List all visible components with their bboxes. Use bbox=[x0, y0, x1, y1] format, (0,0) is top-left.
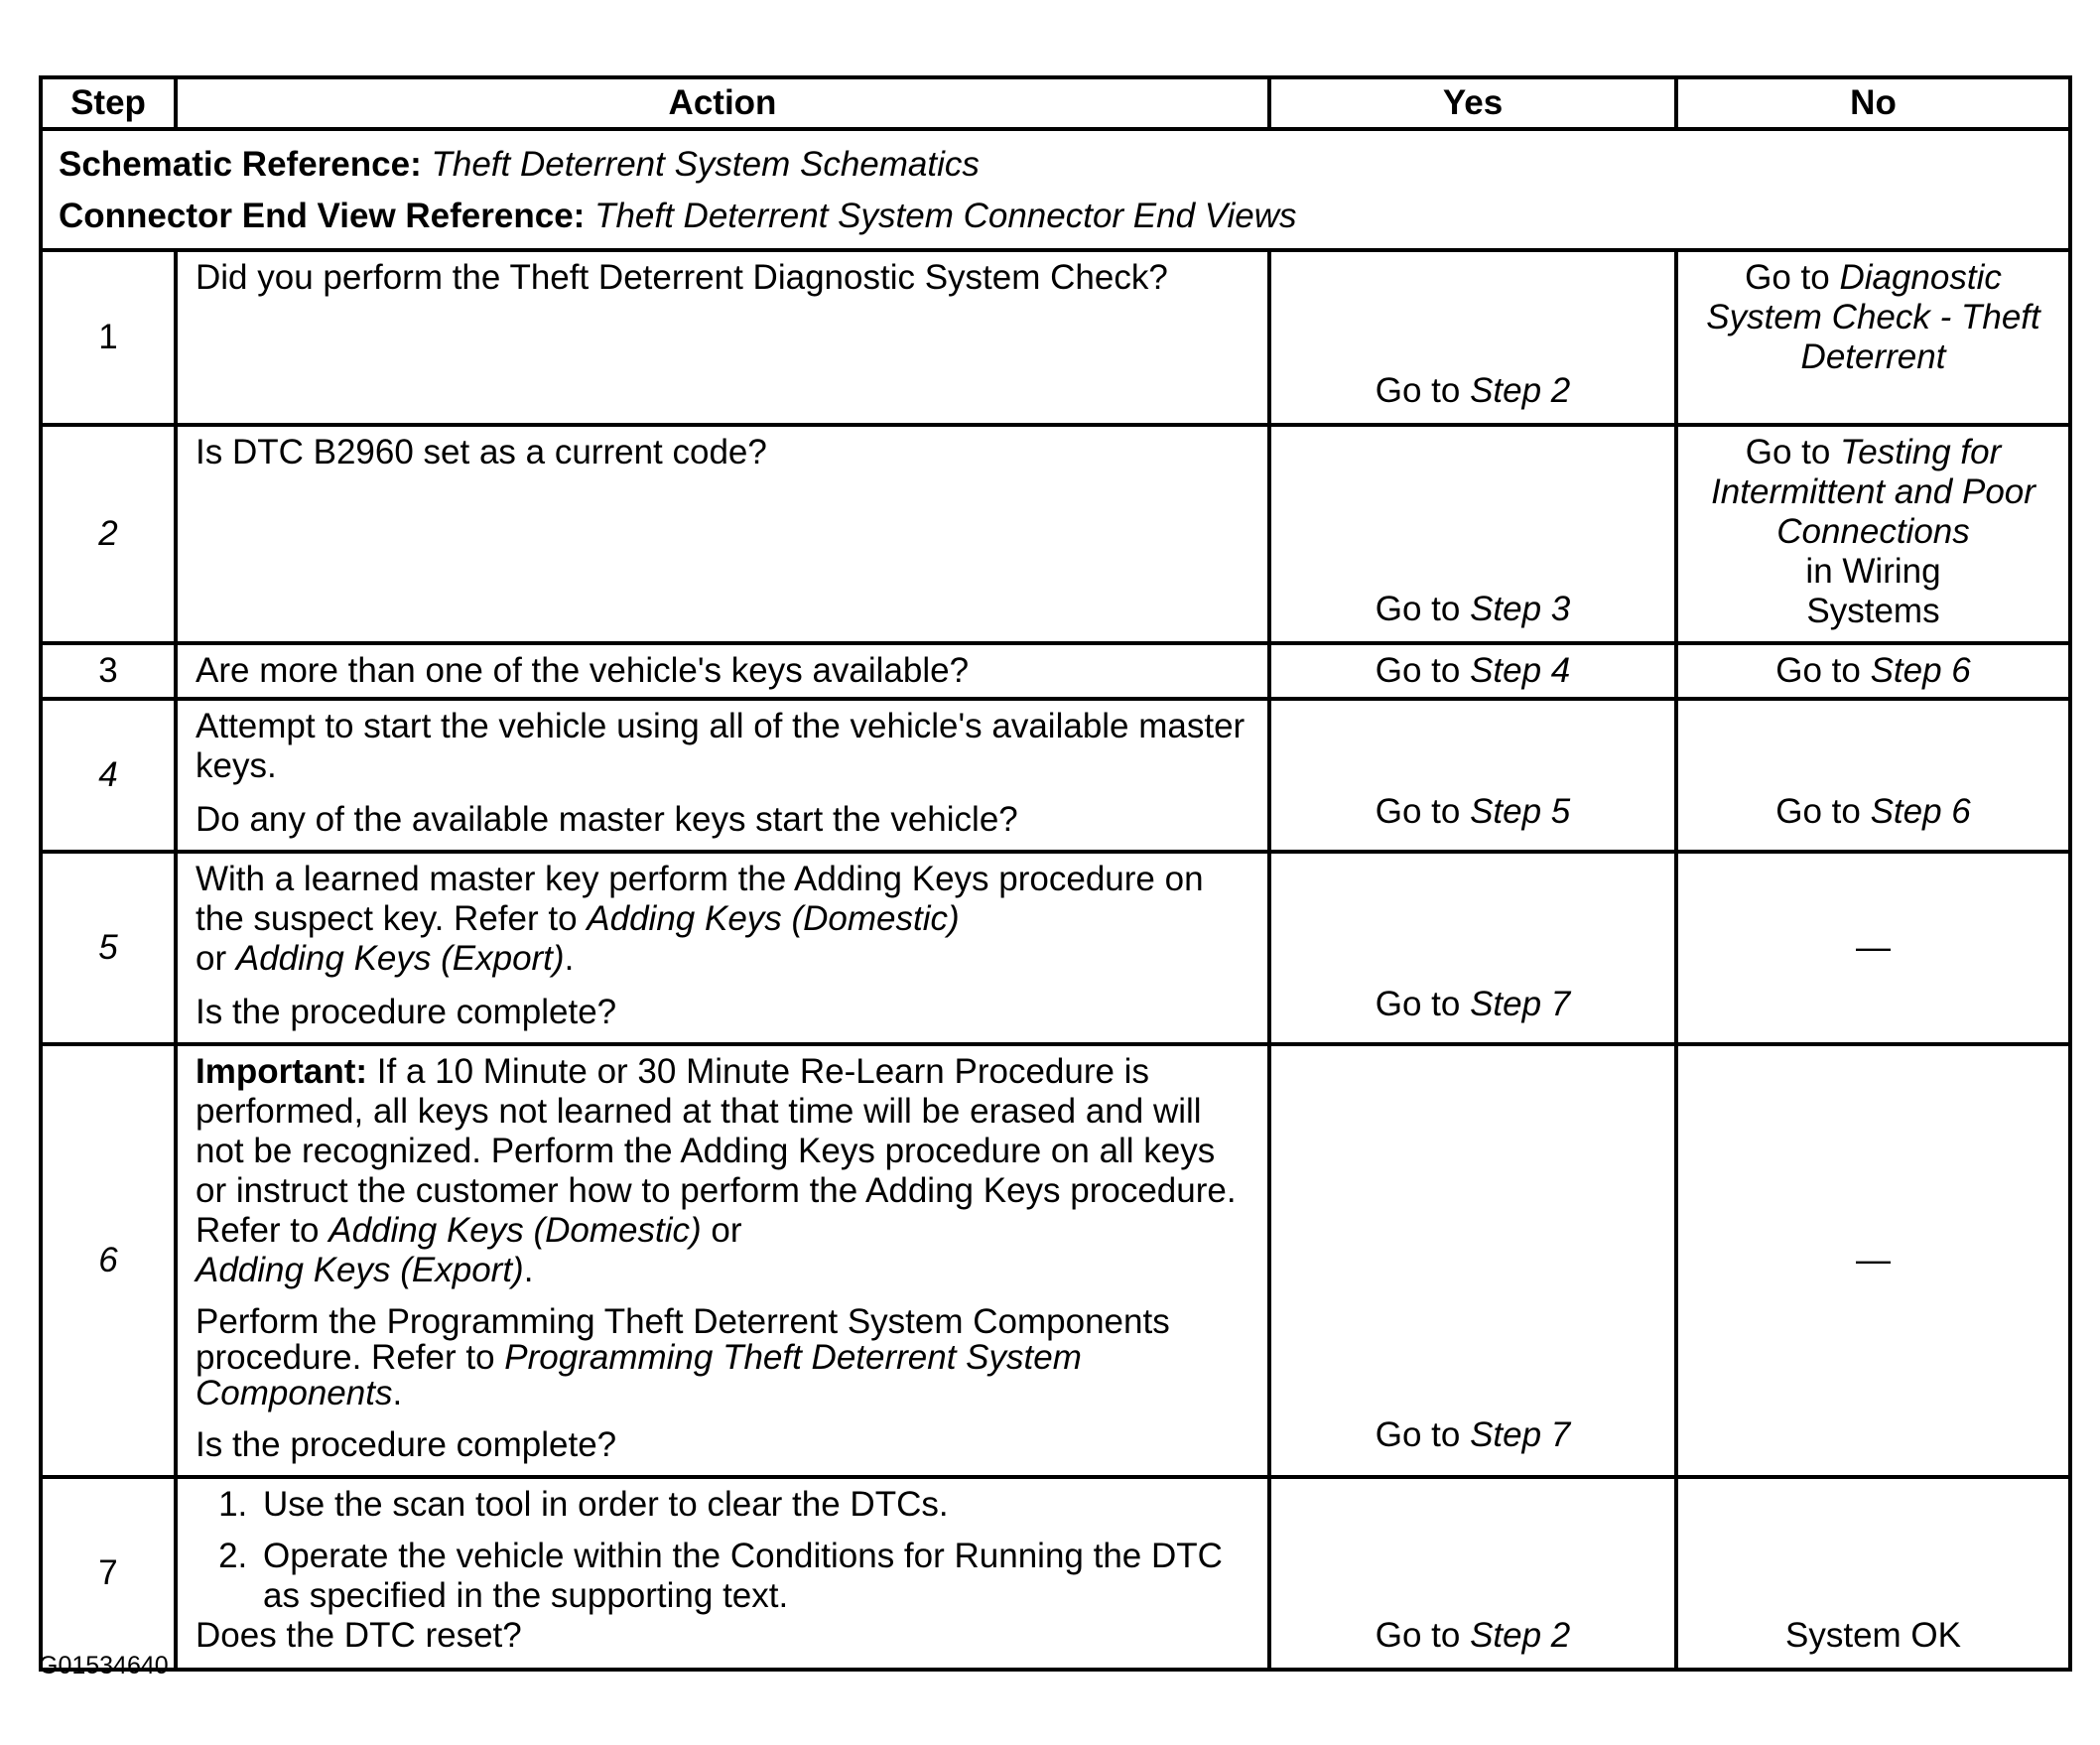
reference-cell bbox=[41, 129, 2070, 250]
header-step: Step bbox=[41, 77, 176, 129]
no-goto[interactable] bbox=[1678, 792, 2068, 832]
yes-cell bbox=[1269, 425, 1676, 643]
step-number: 4 bbox=[41, 699, 176, 852]
action-text: Is DTC B2960 set as a current code? bbox=[196, 433, 767, 471]
step-action bbox=[176, 852, 1269, 1044]
goto-label: Go to bbox=[1775, 651, 1861, 690]
yes-goto[interactable] bbox=[1271, 1415, 1674, 1455]
reference-link[interactable]: Diagnostic bbox=[1839, 258, 2002, 297]
goto-label: Go to bbox=[1375, 985, 1461, 1023]
action-question: Do any of the available master keys start the vehicle? bbox=[196, 800, 1018, 839]
no-goto[interactable] bbox=[1678, 427, 2068, 631]
step-link[interactable]: Step 6 bbox=[1870, 792, 1971, 831]
action-text-part: Perform the Programming Theft Deterrent System Components procedure. Refer to bbox=[196, 1302, 1170, 1377]
reference-link[interactable]: Programming Theft Deterrent System Components bbox=[196, 1338, 1082, 1412]
diagnostic-table bbox=[39, 75, 2072, 1672]
goto-label: Go to bbox=[1375, 651, 1461, 690]
action-text-part: With a learned master key perform the Adding Keys procedure on the suspect key. Refer to bbox=[196, 860, 1204, 938]
step-action bbox=[176, 1477, 1269, 1670]
action-text-part: or bbox=[196, 939, 236, 978]
reference-link[interactable]: Intermittent and Poor bbox=[1711, 472, 2035, 511]
no-cell bbox=[1676, 425, 2070, 643]
step-link[interactable]: Step 7 bbox=[1470, 985, 1571, 1023]
yes-goto[interactable] bbox=[1271, 1616, 1674, 1656]
step-row-2 bbox=[41, 425, 2070, 643]
goto-label: Go to bbox=[1375, 1415, 1461, 1454]
reference-link[interactable]: Adding Keys (Domestic) bbox=[328, 1211, 702, 1250]
yes-goto[interactable] bbox=[1271, 792, 1674, 832]
step-number: 1 bbox=[41, 250, 176, 425]
step-link[interactable]: Step 4 bbox=[1470, 651, 1571, 690]
yes-cell bbox=[1269, 250, 1676, 425]
step-row-3 bbox=[41, 643, 2070, 699]
no-dash: — bbox=[1676, 852, 2070, 1044]
step-link[interactable]: Step 7 bbox=[1470, 1415, 1571, 1454]
schematic-reference-label: Schematic Reference: bbox=[59, 145, 422, 184]
yes-cell bbox=[1269, 1477, 1676, 1670]
action-question: Is the procedure complete? bbox=[196, 993, 617, 1031]
no-goto[interactable] bbox=[1676, 643, 2070, 699]
schematic-reference-link[interactable]: Theft Deterrent System Schematics bbox=[431, 145, 980, 184]
step-row-1 bbox=[41, 250, 2070, 425]
action-text: Are more than one of the vehicle's keys available? bbox=[196, 651, 970, 690]
yes-cell bbox=[1269, 699, 1676, 852]
action-text-part: . bbox=[523, 1251, 534, 1289]
list-item: 2. Operate the vehicle within the Conditions for Running the DTC as specified in the supporting text. bbox=[257, 1537, 1253, 1616]
step-action bbox=[176, 699, 1269, 852]
step-number: 2 bbox=[41, 425, 176, 643]
step-action bbox=[176, 250, 1269, 425]
header-action: Action bbox=[176, 77, 1269, 129]
no-goto[interactable] bbox=[1678, 252, 2068, 377]
action-text-part: . bbox=[564, 939, 575, 978]
reference-link[interactable]: Testing for bbox=[1840, 433, 2002, 471]
step-link[interactable]: Step 3 bbox=[1470, 590, 1571, 628]
step-number: 6 bbox=[41, 1044, 176, 1477]
step-number: 5 bbox=[41, 852, 176, 1044]
action-text-part: or bbox=[701, 1211, 742, 1250]
header-no: No bbox=[1676, 77, 2070, 129]
goto-label: Go to bbox=[1745, 258, 1830, 297]
yes-goto[interactable] bbox=[1271, 371, 1674, 411]
action-text bbox=[196, 860, 1253, 979]
step-action bbox=[176, 425, 1269, 643]
step-row-7 bbox=[41, 1477, 2070, 1670]
no-cell bbox=[1676, 1477, 2070, 1670]
reference-row bbox=[41, 129, 2070, 250]
reference-link[interactable]: Adding Keys (Domestic) bbox=[587, 899, 960, 938]
figure-id: G01534640 bbox=[39, 1652, 169, 1679]
goto-label: Go to bbox=[1375, 792, 1461, 831]
reference-link[interactable]: System Check - Theft bbox=[1706, 298, 2040, 336]
step-link[interactable]: Step 2 bbox=[1470, 1616, 1571, 1655]
step-row-4 bbox=[41, 699, 2070, 852]
header-yes: Yes bbox=[1269, 77, 1676, 129]
schematic-reference bbox=[59, 139, 2052, 191]
header-row bbox=[41, 77, 2070, 129]
list-item: 1. Use the scan tool in order to clear the DTCs. bbox=[257, 1485, 1253, 1525]
action-text-part: . bbox=[392, 1374, 403, 1412]
action-text-part: If a 10 Minute or 30 Minute Re-Learn Procedure is performed, all keys not learned at that time will be erased and will not be recognized. Perform the Adding Keys procedure on all keys or instruct the customer how to perform the Adding Keys procedure. Refer to bbox=[196, 1052, 1237, 1250]
step-number: 7 bbox=[41, 1477, 176, 1670]
action-question: Does the DTC reset? bbox=[196, 1616, 522, 1655]
goto-label: Go to bbox=[1375, 1616, 1461, 1655]
step-link[interactable]: Step 5 bbox=[1470, 792, 1571, 831]
action-text: Did you perform the Theft Deterrent Diagnostic System Check? bbox=[196, 258, 1168, 297]
action-question: Is the procedure complete? bbox=[196, 1425, 617, 1464]
step-row-6 bbox=[41, 1044, 2070, 1477]
no-cell bbox=[1676, 250, 2070, 425]
yes-cell bbox=[1269, 1044, 1676, 1477]
no-result: System OK bbox=[1785, 1616, 1961, 1655]
no-cell bbox=[1676, 699, 2070, 852]
reference-link[interactable]: Adding Keys (Export) bbox=[235, 939, 565, 978]
reference-link[interactable]: Deterrent bbox=[1800, 337, 1946, 376]
goto-label: Go to bbox=[1745, 433, 1831, 471]
goto-label: Go to bbox=[1375, 371, 1461, 410]
step-row-5 bbox=[41, 852, 2070, 1044]
step-link[interactable]: Step 2 bbox=[1470, 371, 1571, 410]
reference-text: in Wiring bbox=[1805, 552, 1941, 591]
important-label: Important: bbox=[196, 1052, 368, 1091]
yes-goto[interactable] bbox=[1271, 590, 1674, 629]
connector-reference bbox=[59, 191, 2052, 242]
yes-cell bbox=[1269, 852, 1676, 1044]
step-number: 3 bbox=[41, 643, 176, 699]
yes-goto[interactable] bbox=[1269, 643, 1676, 699]
reference-link[interactable]: Connections bbox=[1776, 512, 1970, 551]
goto-label: Go to bbox=[1775, 792, 1861, 831]
action-text: Attempt to start the vehicle using all of the vehicle's available master keys. bbox=[196, 707, 1246, 785]
step-action bbox=[176, 643, 1269, 699]
reference-link[interactable]: Adding Keys (Export) bbox=[196, 1251, 524, 1289]
step-action bbox=[176, 1044, 1269, 1477]
action-text bbox=[196, 1304, 1253, 1411]
yes-goto[interactable] bbox=[1271, 985, 1674, 1024]
connector-reference-link[interactable]: Theft Deterrent System Connector End Views bbox=[594, 197, 1297, 235]
goto-label: Go to bbox=[1375, 590, 1461, 628]
reference-text: Systems bbox=[1806, 592, 1940, 630]
action-text bbox=[196, 1052, 1253, 1290]
no-dash: — bbox=[1676, 1044, 2070, 1477]
connector-reference-label: Connector End View Reference: bbox=[59, 197, 586, 235]
action-list bbox=[196, 1485, 1253, 1616]
step-link[interactable]: Step 6 bbox=[1870, 651, 1971, 690]
